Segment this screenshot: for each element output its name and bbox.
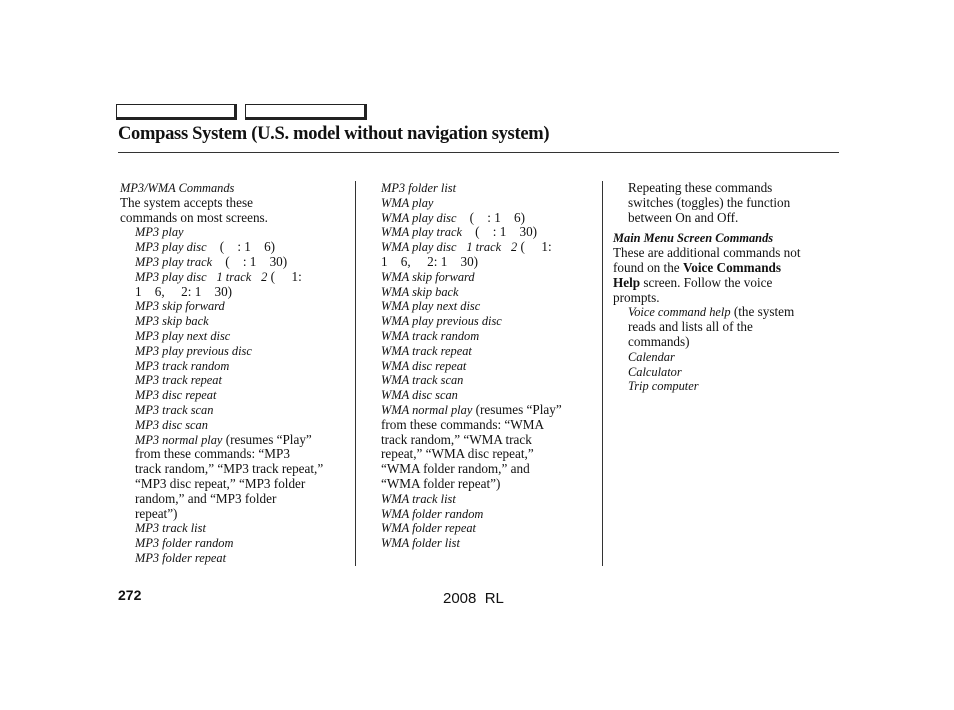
command-item: MP3 folder random bbox=[135, 536, 234, 551]
command-item: MP3 track random bbox=[135, 358, 230, 373]
command-range: ( : 1 30) bbox=[212, 253, 288, 269]
command-item: WMA play next disc bbox=[381, 299, 481, 314]
command-item: WMA normal play bbox=[381, 402, 473, 417]
command-item: MP3 disc repeat bbox=[135, 388, 217, 403]
command-item: WMA play track bbox=[381, 225, 462, 240]
body-text: The system accepts these bbox=[120, 194, 253, 210]
command-item: WMA folder repeat bbox=[381, 521, 476, 536]
command-note: from these commands: “WMA bbox=[381, 416, 544, 432]
command-item: MP3 folder repeat bbox=[135, 550, 227, 565]
command-note: “MP3 disc repeat,” “MP3 folder bbox=[135, 475, 306, 491]
command-range: ( : 1 30) bbox=[461, 224, 538, 240]
page-title: Compass System (U.S. model without navigation system) bbox=[118, 124, 550, 144]
command-note: commands) bbox=[628, 333, 690, 349]
command-note: random,” and “MP3 folder bbox=[135, 490, 277, 506]
command-note: track random,” “MP3 track repeat,” bbox=[135, 461, 324, 477]
command-item: MP3 play disc bbox=[135, 269, 207, 284]
body-text: Repeating these commands bbox=[628, 180, 773, 195]
command-note: (the system bbox=[730, 304, 795, 320]
command-item: WMA track list bbox=[381, 491, 456, 506]
command-item: WMA play bbox=[381, 195, 434, 210]
command-item-part: 2 bbox=[511, 240, 518, 255]
command-range: ( 1: bbox=[267, 268, 302, 284]
command-range: ( : 1 6) bbox=[456, 209, 525, 225]
command-item-part: 2 bbox=[261, 269, 268, 284]
command-item: Voice command help bbox=[628, 305, 731, 320]
column-3 bbox=[613, 181, 801, 394]
command-range: 1 6, 2: 1 30) bbox=[135, 283, 233, 299]
command-item: MP3 track scan bbox=[135, 402, 214, 417]
help-ref: Help bbox=[613, 274, 641, 290]
command-item: WMA track random bbox=[381, 328, 480, 343]
command-item: WMA skip forward bbox=[381, 269, 475, 284]
command-item: WMA track scan bbox=[381, 373, 464, 388]
command-item: MP3 skip back bbox=[135, 314, 209, 329]
column-2 bbox=[381, 181, 562, 551]
footer-model: 2008 RL bbox=[443, 590, 504, 607]
body-text: prompts. bbox=[613, 289, 660, 305]
voice-commands-ref: Voice Commands bbox=[682, 259, 782, 275]
command-item-part: 1 track bbox=[466, 240, 502, 255]
command-item: MP3 play disc bbox=[135, 240, 207, 255]
command-item: MP3 play previous disc bbox=[135, 343, 252, 358]
section-heading: MP3/WMA Commands bbox=[120, 181, 235, 195]
command-item: MP3 play track bbox=[135, 254, 213, 269]
command-item: MP3 play next disc bbox=[135, 328, 231, 343]
command-item: WMA play disc bbox=[381, 210, 457, 225]
command-note: (resumes “Play” bbox=[222, 431, 312, 447]
body-text: These are additional commands not bbox=[613, 245, 801, 261]
command-note: reads and lists all of the bbox=[628, 319, 753, 335]
body-text: found on the bbox=[613, 259, 683, 275]
command-item: MP3 normal play bbox=[135, 432, 223, 447]
command-item: MP3 folder list bbox=[381, 181, 457, 195]
command-note: “WMA folder random,” and bbox=[381, 461, 530, 477]
column-divider-2 bbox=[602, 181, 603, 566]
page-number: 272 bbox=[118, 587, 142, 603]
command-range: ( : 1 6) bbox=[206, 239, 276, 255]
body-text: between On and Off. bbox=[628, 209, 739, 225]
header-tab-box-2 bbox=[245, 104, 367, 120]
command-item: MP3 play bbox=[135, 225, 184, 240]
column-divider-1 bbox=[355, 181, 356, 566]
command-item: WMA folder random bbox=[381, 506, 484, 521]
command-item: MP3 track list bbox=[135, 521, 206, 536]
command-note: track random,” “WMA track bbox=[381, 431, 532, 447]
command-item: WMA skip back bbox=[381, 284, 459, 299]
title-rule bbox=[118, 152, 839, 153]
command-note: (resumes “Play” bbox=[472, 401, 562, 417]
command-item-part: 1 track bbox=[216, 269, 252, 284]
command-item: WMA disc repeat bbox=[381, 358, 467, 373]
header-tab-box-1 bbox=[116, 104, 237, 120]
body-text: screen. Follow the voice bbox=[640, 274, 773, 290]
command-item: MP3 disc scan bbox=[135, 417, 208, 432]
command-item: WMA disc scan bbox=[381, 388, 458, 403]
command-note: repeat,” “WMA disc repeat,” bbox=[381, 446, 534, 462]
command-note: repeat”) bbox=[135, 505, 178, 521]
body-text: switches (toggles) the function bbox=[628, 194, 791, 210]
command-item: Trip computer bbox=[628, 379, 699, 394]
command-item: WMA track repeat bbox=[381, 343, 472, 358]
command-item: Calendar bbox=[628, 349, 675, 364]
section-heading: Main Menu Screen Commands bbox=[613, 231, 774, 246]
command-item: MP3 skip forward bbox=[135, 299, 225, 314]
command-item: WMA play disc bbox=[381, 240, 457, 255]
command-item: MP3 track repeat bbox=[135, 373, 222, 388]
command-item: Calculator bbox=[628, 364, 682, 379]
command-note: from these commands: “MP3 bbox=[135, 446, 290, 462]
command-note: “WMA folder repeat”) bbox=[381, 475, 501, 491]
body-text: commands on most screens. bbox=[120, 209, 268, 225]
column-1 bbox=[120, 181, 323, 566]
command-item: WMA folder list bbox=[381, 536, 460, 551]
command-range: ( 1: bbox=[517, 239, 552, 255]
command-range: 1 6, 2: 1 30) bbox=[381, 253, 479, 269]
command-item: WMA play previous disc bbox=[381, 314, 502, 329]
